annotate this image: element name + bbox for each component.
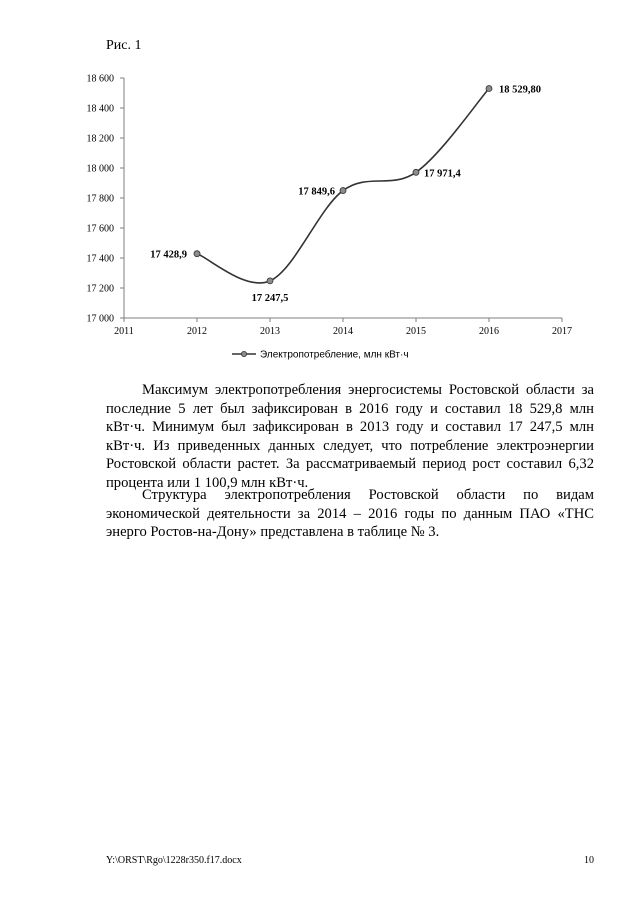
legend-marker	[241, 351, 246, 356]
y-tick-label: 18 400	[86, 103, 114, 115]
data-label: 17 428,9	[150, 249, 187, 261]
y-tick-label: 17 800	[86, 193, 114, 205]
data-point	[340, 188, 346, 194]
y-tick-label: 18 200	[86, 133, 114, 145]
x-tick-label: 2014	[333, 326, 353, 337]
data-label: 18 529,80	[499, 84, 541, 96]
data-point	[267, 278, 273, 284]
paragraph-consumption-summary: Максимум электропотребления энергосистемы Ростовской области за последние 5 лет был зафиксирован в 2016 году и составил 18 529,8 млн кВт·ч. Минимум был зафиксирован в 2013 году и составил 17 247,5 млн кВт·ч. Из приведенных данных следует, что потребление электроэнергии Ростовской области растет. За рассматриваемый период рост составил 6,32 процента или 1 100,9 млн кВт·ч.	[106, 382, 594, 491]
data-point	[486, 86, 492, 92]
data-point	[194, 251, 200, 257]
paragraph-structure-intro: Структура электропотребления Ростовской области по видам экономической деятельности за 2014 – 2016 годы по данным ПАО «ТНС энерго Ростов-на-Дону» представлена в таблице № 3.	[106, 487, 594, 541]
footer-page-number: 10	[584, 855, 594, 866]
x-axis-ticks	[114, 318, 572, 337]
data-label: 17 971,4	[424, 168, 461, 180]
y-axis-ticks	[87, 74, 125, 325]
legend-label: Электропотребление, млн кВт·ч	[260, 349, 409, 361]
y-tick-label: 17 000	[86, 313, 114, 325]
y-tick-label: 18 000	[86, 163, 114, 175]
line-chart	[0, 0, 640, 370]
x-tick-label: 2015	[406, 326, 426, 337]
chart-axes	[124, 78, 562, 318]
y-tick-label: 17 200	[86, 283, 114, 295]
data-labels	[150, 85, 541, 304]
series-line	[197, 89, 489, 283]
footer-file-path: Y:\ORST\Rgo\1228r350.f17.docx	[106, 855, 242, 866]
y-tick-label: 17 600	[86, 223, 114, 235]
y-tick-label: 18 600	[86, 73, 114, 85]
x-tick-label: 2013	[260, 326, 280, 337]
x-tick-label: 2016	[479, 326, 499, 337]
x-tick-label: 2012	[187, 326, 207, 337]
figure-caption: Рис. 1	[106, 38, 142, 53]
x-tick-label: 2017	[552, 326, 572, 337]
chart-series	[194, 86, 492, 284]
data-label: 17 247,5	[251, 292, 289, 304]
data-point	[413, 169, 419, 175]
x-tick-label: 2011	[114, 326, 134, 337]
y-tick-label: 17 400	[86, 253, 114, 265]
data-label: 17 849,6	[298, 186, 335, 198]
chart-legend	[232, 349, 409, 361]
